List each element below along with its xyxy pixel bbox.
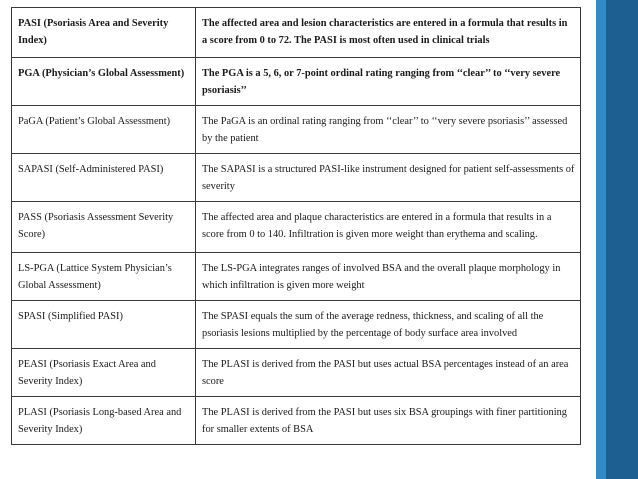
description-cell: The affected area and lesion characteristics are entered in a formula that results in a score from 0 to 72. The PASI is most often used in clinical trials [196,8,581,58]
table-row [12,154,581,202]
description-cell: The SAPASI is a structured PASI-like instrument designed for patient self-assessments of severity [196,154,581,202]
term-cell: LS-PGA (Lattice System Physician’s Global Assessment) [12,253,196,301]
term-cell: PEASI (Psoriasis Exact Area and Severity Index) [12,349,196,397]
description-cell: The PaGA is an ordinal rating ranging from ‘‘clear’’ to ‘‘very severe psoriasis’’ assessed by the patient [196,106,581,154]
description-cell: The affected area and plaque characteristics are entered in a formula that results in a score from 0 to 140. Infiltration is given more weight than erythema and scaling. [196,202,581,253]
table-row [12,253,581,301]
description-cell: The PGA is a 5, 6, or 7-point ordinal rating ranging from ‘‘clear’’ to ‘‘very severe psoriasis’’ [196,58,581,106]
description-cell: The PLASI is derived from the PASI but uses six BSA groupings with finer partitioning for smaller extents of BSA [196,397,581,445]
accent-bar-dark [606,0,638,479]
description-cell: The PLASI is derived from the PASI but uses actual BSA percentages instead of an area score [196,349,581,397]
term-cell: PGA (Physician’s Global Assessment) [12,58,196,106]
term-cell: SPASI (Simplified PASI) [12,301,196,349]
table-row [12,349,581,397]
term-cell: PLASI (Psoriasis Long-based Area and Severity Index) [12,397,196,445]
table-row [12,106,581,154]
term-cell: PASI (Psoriasis Area and Severity Index) [12,8,196,58]
term-cell: SAPASI (Self-Administered PASI) [12,154,196,202]
table-row [12,397,581,445]
term-cell: PASS (Psoriasis Assessment Severity Score) [12,202,196,253]
table-row [12,8,581,58]
accent-bar [596,0,638,479]
table-row [12,202,581,253]
table-row [12,301,581,349]
table-body [12,8,581,445]
term-cell: PaGA (Patient’s Global Assessment) [12,106,196,154]
description-cell: The SPASI equals the sum of the average redness, thickness, and scaling of all the psoriasis lesions multiplied by the percentage of body surface area involved [196,301,581,349]
description-cell: The LS-PGA integrates ranges of involved BSA and the overall plaque morphology in which infiltration is given more weight [196,253,581,301]
table-row [12,58,581,106]
severity-index-table [11,7,581,445]
